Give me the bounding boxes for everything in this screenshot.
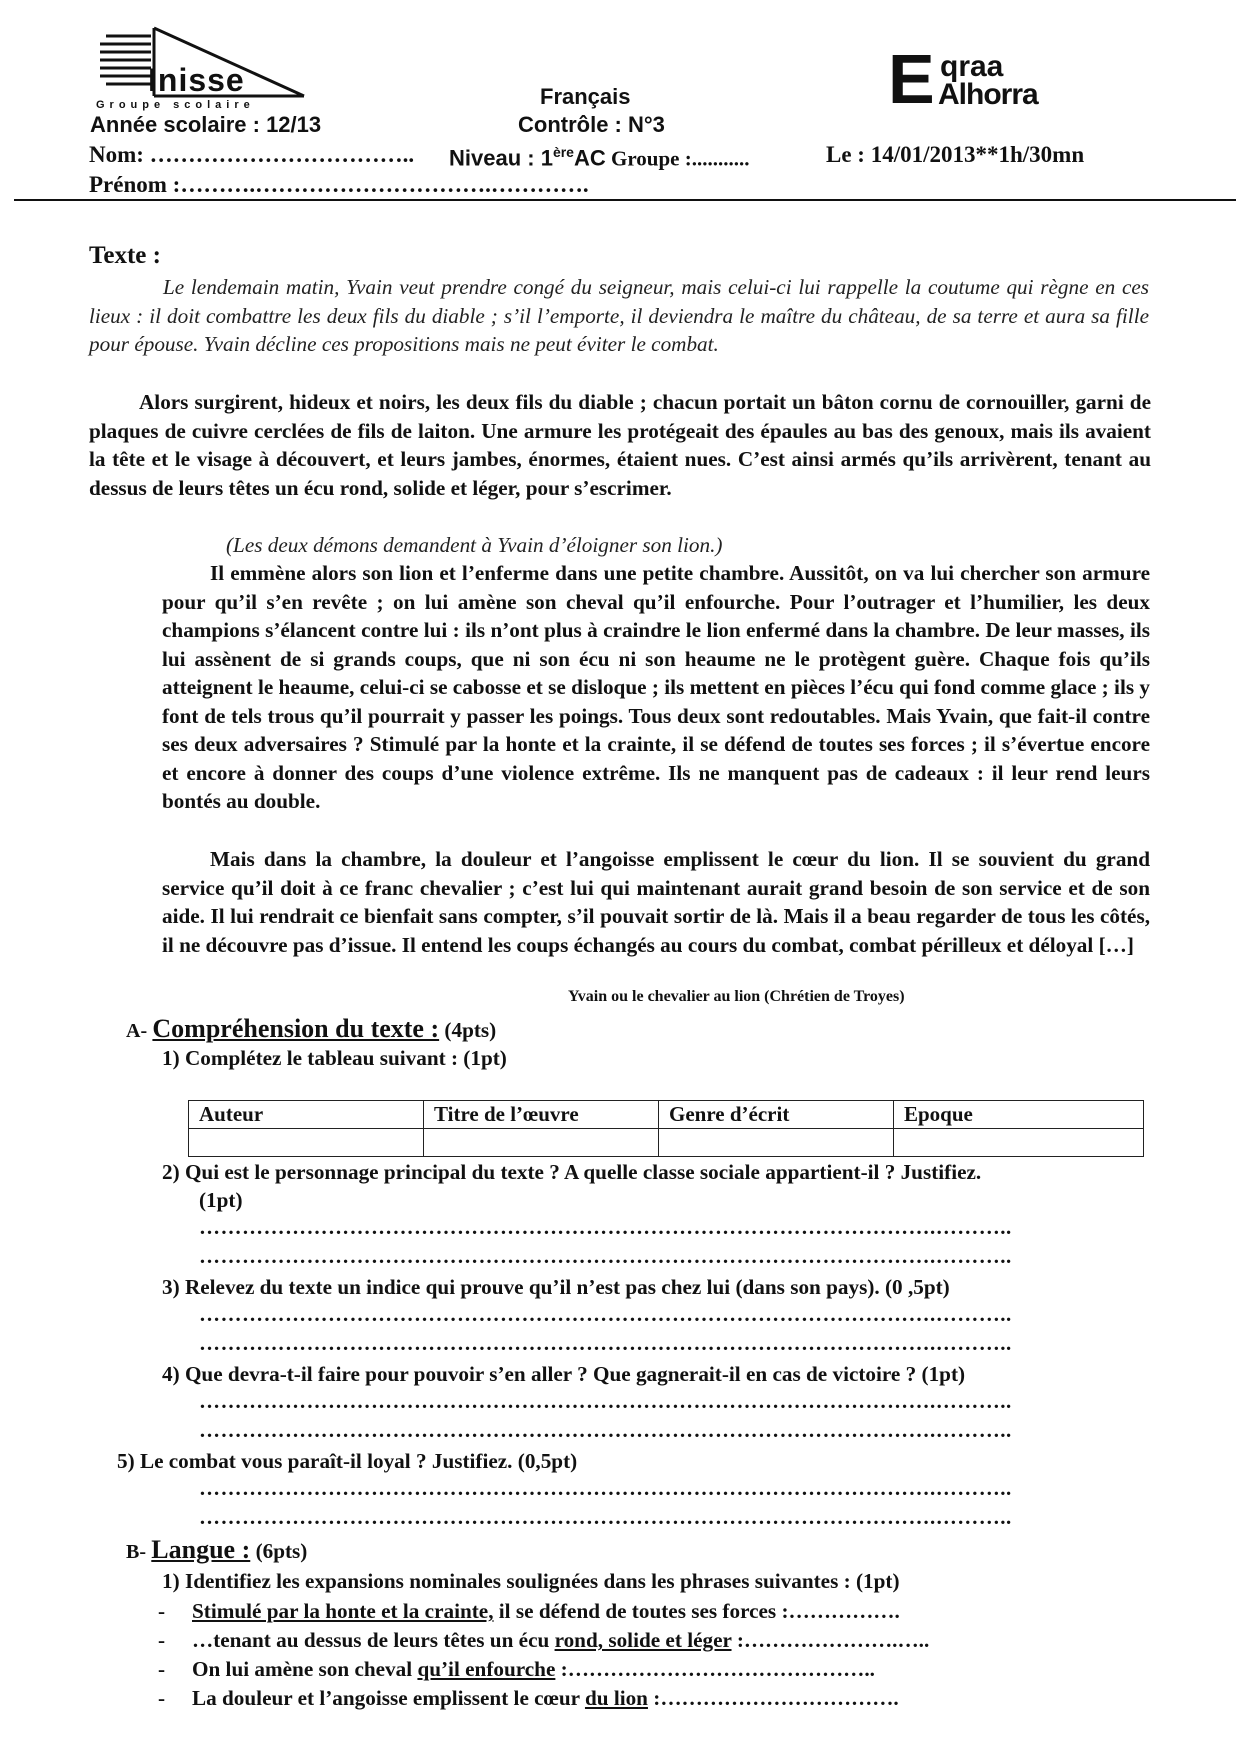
sentence-4-pre: La douleur et l’angoisse emplissent le cœur (192, 1686, 585, 1710)
level-suffix: AC (573, 145, 606, 171)
control-number: Contrôle : N°3 (518, 112, 665, 137)
section-b-points: (6pts) (250, 1539, 308, 1563)
section-a-points: (4pts) (439, 1018, 497, 1042)
header-divider (14, 199, 1236, 201)
dash-4: - (158, 1686, 166, 1710)
name-field[interactable]: Nom: …………………………….. (89, 142, 415, 167)
answer-line-a2-2[interactable]: ………………………………………………………………………………………….……….. (199, 1244, 1012, 1268)
school-year: Année scolaire : 12/13 (90, 112, 322, 137)
answer-line-a4-1[interactable]: ………………………………………………………………………………………….……….. (199, 1389, 1012, 1413)
subject: Français (540, 84, 631, 109)
dash-1: - (158, 1599, 166, 1623)
section-b-title: Langue : (151, 1535, 251, 1564)
logo-right-e: E (888, 40, 935, 118)
text-paragraph-3: (Les deux démons demandent à Yvain d’éloigner son lion.) (226, 533, 723, 557)
answer-cell-author[interactable] (189, 1129, 424, 1157)
question-a4: 4) Que devra-t-il faire pour pouvoir s’en aller ? Que gagnerait-il en cas de victoire ? (1pt) (162, 1362, 966, 1386)
answer-line-a3-2[interactable]: ………………………………………………………………………………………….……….. (199, 1331, 1012, 1355)
answer-cell-title[interactable] (424, 1129, 659, 1157)
table-answer-row (189, 1129, 1144, 1157)
underlined-expansion-1: Stimulé par la honte et la crainte, (192, 1599, 494, 1623)
underlined-expansion-3: qu’il enfourche (417, 1657, 556, 1681)
logo-left-text: Inisse (148, 62, 245, 98)
logo-left-sub: Groupe scolaire (96, 99, 255, 111)
info-table (188, 1100, 1144, 1157)
table-header-title: Titre de l’œuvre (424, 1101, 659, 1129)
sentence-b1-1 (158, 1597, 900, 1626)
answer-line-a4-2[interactable]: ………………………………………………………………………………………….……….. (199, 1418, 1012, 1442)
table-header-epoch: Epoque (894, 1101, 1144, 1129)
question-a2-points: (1pt) (199, 1188, 243, 1212)
section-a-heading (126, 1015, 496, 1046)
level-prefix: Niveau : 1 (449, 145, 553, 171)
answer-line-a3-1[interactable]: ………………………………………………………………………………………….……….. (199, 1302, 1012, 1326)
dash-2: - (158, 1628, 166, 1652)
section-b-heading (126, 1536, 307, 1567)
text-paragraph-4: Il emmène alors son lion et l’enferme dans une petite chambre. Aussitôt, on va lui chercher son armure pour qu’il s’en revête ; on lui amène son cheval qu’il enfourche. Pour l’outrager et l’humilier, les deux champions s’élancent contre lui : ils n’ont plus à craindre le lion enfermé dans la chambre. De leur masses, ils lui assènent de si grands coups, que ni son écu ni son heaume ne le protègent guère. Chaque fois qu’ils atteignent le heaume, celui-ci se cabosse et se disloque ; ils mettent en pièces l’écu qui fond comme glace ; ils y font de tels trous qu’il pourrait y passer les poings. Tous deux sont redoutables. Mais Yvain, que fait-il contre ses deux adversaires ? Stimulé par la honte et la crainte, il se défend de toutes ses forces ; il s’évertue encore et encore à donner des coups d’une violence extrême. Ils ne manquent pas de cadeaux : il leur rend leurs bontés au double. (162, 561, 1150, 813)
table-header-row (189, 1101, 1144, 1129)
answer-line-a2-1[interactable]: ………………………………………………………………………………………….……….. (199, 1215, 1012, 1239)
exam-date: Le : 14/01/2013**1h/30mn (826, 142, 1085, 167)
section-a-title: Compréhension du texte : (152, 1014, 440, 1043)
question-b1: 1) Identifiez les expansions nominales soulignées dans les phrases suivantes : (1pt) (162, 1569, 900, 1593)
group-field[interactable]: Groupe :........... (605, 146, 750, 171)
answer-line-a5-2[interactable]: ………………………………………………………………………………………….……….. (199, 1505, 1012, 1529)
logo-right-line2: Alhorra (938, 78, 1038, 111)
section-b-letter: B- (126, 1541, 146, 1563)
question-a5: 5) Le combat vous paraît-il loyal ? Justifiez. (0,5pt) (117, 1449, 578, 1473)
text-paragraph-5: Mais dans la chambre, la douleur et l’angoisse emplissent le cœur du lion. Il se souvient du grand service qu’il doit à ce franc chevalier ; c’est lui qui maintenant aurait grand besoin de son service et de son aide. Il lui rendrait ce bienfait sans compter, s’il pouvait sortir de là. Mais il a beau regarder de tous les côtés, il ne découvre pas d’issue. Il entend les coups échangés au cours du combat, combat périlleux et déloyal […] (162, 847, 1150, 957)
underlined-expansion-4: du lion (584, 1686, 648, 1710)
table-header-author: Auteur (189, 1101, 424, 1129)
text-paragraph-1: Le lendemain matin, Yvain veut prendre congé du seigneur, mais celui-ci lui rappelle la coutume qui règne en ces lieux : il doit combattre les deux fils du diable ; s’il l’emporte, il deviendra le maître du château, de sa terre et aura sa fille pour épouse. Yvain décline ces propositions mais ne peut éviter le combat. (89, 275, 1149, 356)
text-paragraph-2: Alors surgirent, hideux et noirs, les deux fils du diable ; chacun portait un bâton cornu de cornouiller, garni de plaques de cuivre cerclées de fils de laiton. Une armure les protégeait des épaules au bas des genoux, mais ils avaient la tête et le visage à découvert, et leurs jambes, énormes, étaient nues. C’est ainsi armés qu’ils arrivèrent, tenant au dessus de leurs têtes un écu rond, solide et léger, pour s’escrimer. (89, 390, 1151, 500)
question-a1: 1) Complétez le tableau suivant : (1pt) (162, 1046, 507, 1070)
level (449, 144, 749, 171)
level-sup: ère (552, 144, 574, 160)
sentence-3-pre: On lui amène son cheval (192, 1657, 418, 1681)
answer-cell-epoch[interactable] (894, 1129, 1144, 1157)
sentence-b1-3 (158, 1655, 875, 1684)
school-logo (96, 22, 311, 111)
first-name-field[interactable]: Prénom :……….………………………….…………. (89, 172, 589, 197)
section-a-letter: A- (126, 1020, 148, 1042)
dash-3: - (158, 1657, 166, 1681)
table-header-genre: Genre d’écrit (659, 1101, 894, 1129)
logo-right-line1: qraa (940, 50, 1004, 83)
question-a2: 2) Qui est le personnage principal du texte ? A quelle classe sociale appartient-il ? Justifiez. (162, 1160, 982, 1184)
answer-blank-1[interactable]: il se défend de toutes ses forces :……………. (493, 1599, 900, 1623)
sentence-b1-4 (158, 1684, 899, 1713)
answer-blank-3[interactable]: :…………………………………….. (555, 1657, 875, 1681)
sentence-2-pre: …tenant au dessus de leurs têtes un écu (192, 1628, 555, 1652)
text-title: Texte : (89, 242, 161, 269)
answer-blank-2[interactable]: :………………….….. (731, 1628, 930, 1652)
question-a3: 3) Relevez du texte un indice qui prouve qu’il n’est pas chez lui (dans son pays). (0 ,5pt) (162, 1275, 950, 1299)
brand-logo (888, 40, 1088, 122)
answer-cell-genre[interactable] (659, 1129, 894, 1157)
answer-blank-4[interactable]: :……………………………. (647, 1686, 899, 1710)
text-source: Yvain ou le chevalier au lion (Chrétien de Troyes) (568, 988, 905, 1005)
sentence-b1-2 (158, 1626, 929, 1655)
underlined-expansion-2: rond, solide et léger (554, 1628, 732, 1652)
answer-line-a5-1[interactable]: ………………………………………………………………………………………….……….. (199, 1476, 1012, 1500)
